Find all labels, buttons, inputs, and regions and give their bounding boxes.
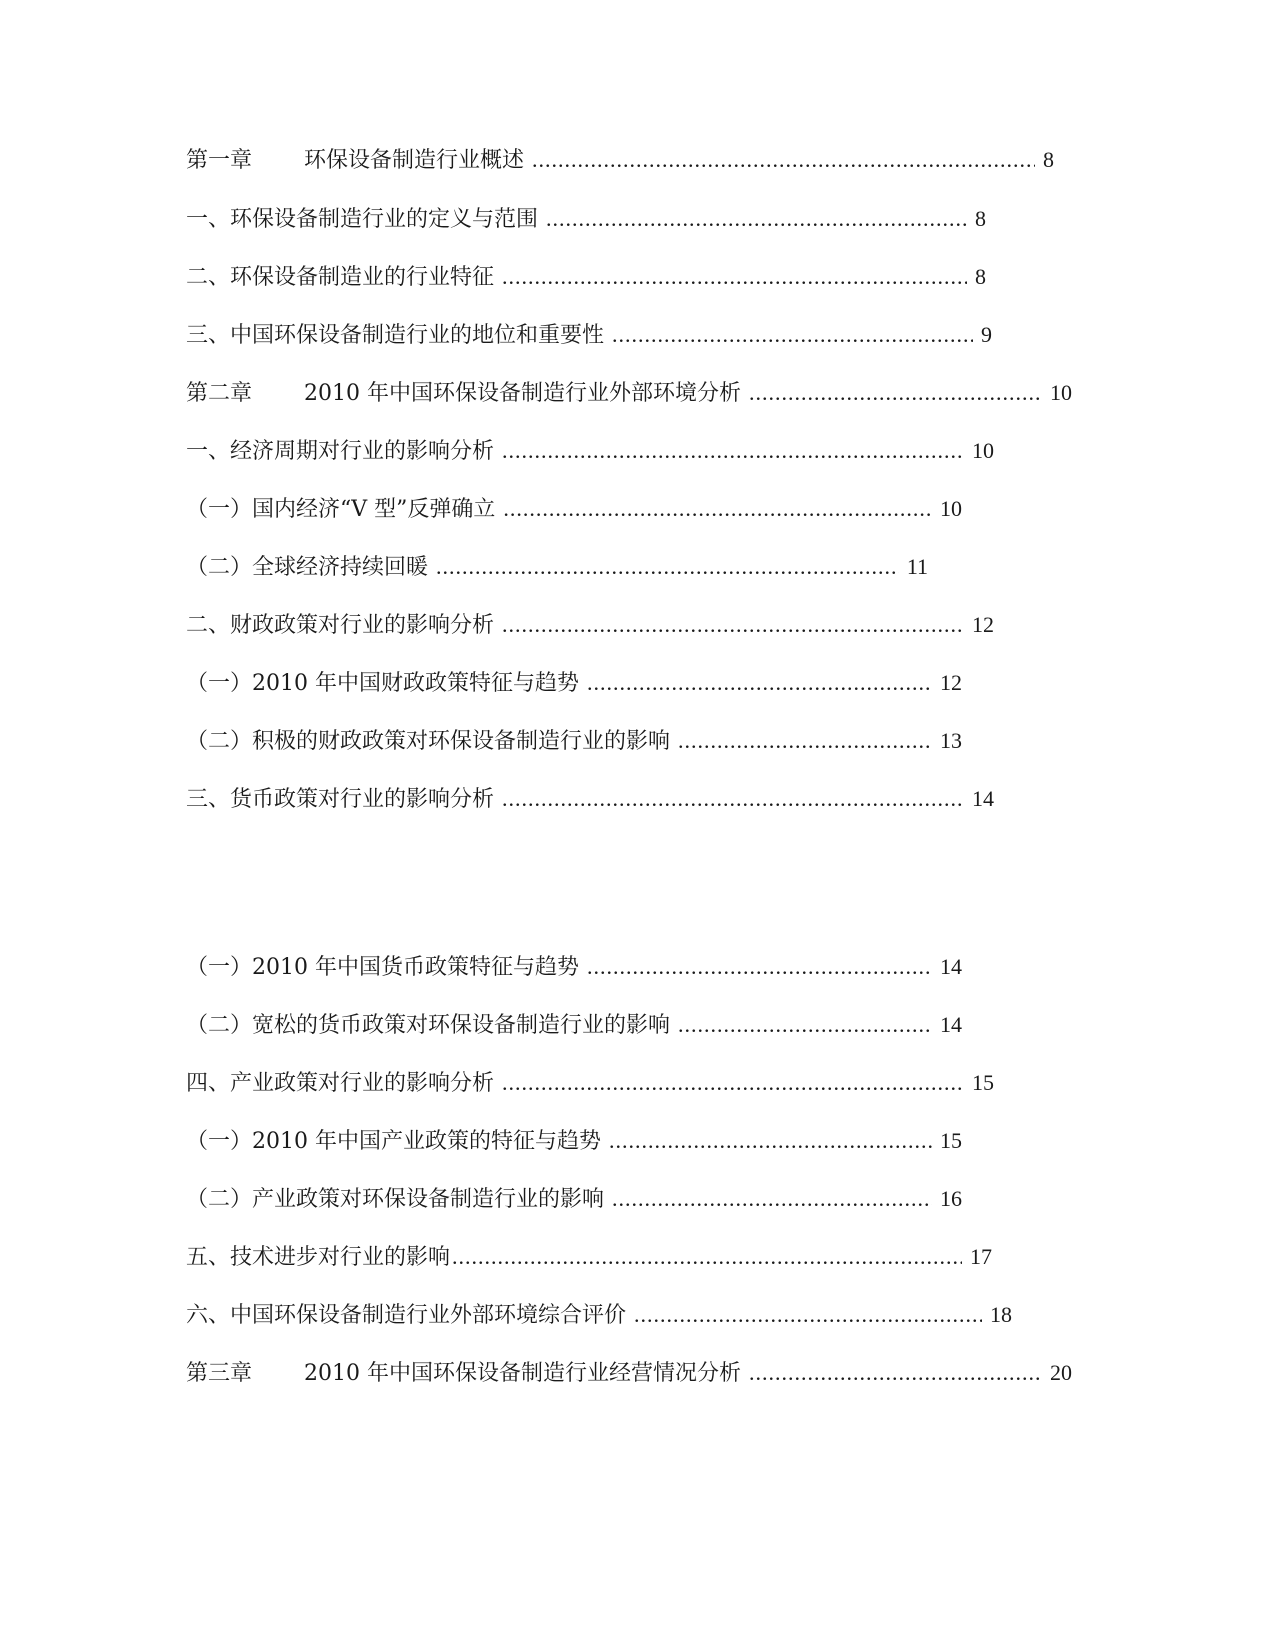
dot-leader: [502, 784, 964, 814]
toc-entry-title: （二）宽松的货币政策对环保设备制造行业的影响: [186, 1013, 671, 1038]
toc-entry-page: 14: [940, 954, 962, 979]
chapter-label: 第二章: [186, 381, 253, 406]
toc-entry-page: 15: [940, 1128, 962, 1153]
toc-entry-page: 11: [906, 554, 928, 579]
chapter-label: 第一章: [186, 148, 253, 173]
toc-entry[interactable]: [186, 436, 994, 467]
toc-entry-page: 10: [972, 438, 994, 463]
toc-entry[interactable]: [186, 1010, 962, 1041]
toc-entry-title: 六、中国环保设备制造行业外部环境综合评价: [186, 1303, 627, 1328]
toc-entry[interactable]: [186, 494, 962, 525]
toc-entry[interactable]: [186, 1300, 1012, 1331]
toc-entry-title: （一）国内经济“V 型”反弹确立: [186, 497, 496, 522]
toc-entry[interactable]: [186, 320, 992, 351]
dot-leader: [609, 1126, 932, 1156]
toc-entry-title: 三、中国环保设备制造行业的地位和重要性: [186, 323, 605, 348]
toc-entry-title: 二、财政政策对行业的影响分析: [186, 613, 495, 638]
toc-entry-page: 15: [972, 1070, 994, 1095]
dot-leader: [503, 494, 932, 524]
toc-entry-page: 10: [1050, 380, 1072, 405]
dot-leader: [612, 1184, 932, 1214]
chapter-title: 2010 年中国环保设备制造行业外部环境分析: [304, 381, 741, 406]
dot-leader: [502, 610, 964, 640]
toc-entry-title: [186, 146, 524, 176]
toc-entry-page: 18: [990, 1302, 1012, 1327]
chapter-title: 2010 年中国环保设备制造行业经营情况分析: [304, 1361, 741, 1386]
toc-entry-title: （二）积极的财政政策对环保设备制造行业的影响: [186, 729, 671, 754]
dot-leader: [452, 1242, 962, 1272]
dot-leader: [612, 320, 973, 350]
toc-entry-page: 20: [1050, 1360, 1072, 1385]
toc-entry-chapter-2[interactable]: [186, 378, 1072, 409]
toc-entry-chapter-1[interactable]: [186, 145, 1054, 176]
toc-entry-page: 12: [972, 612, 994, 637]
dot-leader: [587, 668, 932, 698]
toc-entry-title: （一）2010 年中国货币政策特征与趋势: [186, 955, 579, 980]
toc-entry-page: 8: [1043, 147, 1054, 172]
toc-entry-page: 13: [940, 728, 962, 753]
toc-entry-page: 14: [972, 786, 994, 811]
dot-leader: [587, 952, 932, 982]
toc-entry-page: 17: [970, 1244, 992, 1269]
toc-entry-title: 四、产业政策对行业的影响分析: [186, 1071, 495, 1096]
toc-entry-page: 10: [940, 496, 962, 521]
toc-entry[interactable]: [186, 204, 986, 235]
dot-leader: [502, 1068, 964, 1098]
dot-leader: [749, 378, 1042, 408]
dot-leader: [502, 436, 964, 466]
toc-entry-title: （二）全球经济持续回暖: [186, 555, 429, 580]
chapter-title: 环保设备制造行业概述: [304, 148, 525, 173]
chapter-label: 第三章: [186, 1361, 253, 1386]
toc-entry-chapter-3[interactable]: [186, 1358, 1072, 1389]
dot-leader: [678, 1010, 932, 1040]
toc-entry[interactable]: [186, 784, 994, 815]
toc-entry[interactable]: [186, 1126, 962, 1157]
toc-entry[interactable]: [186, 1068, 994, 1099]
toc-entry-title: （一）2010 年中国产业政策的特征与趋势: [186, 1129, 601, 1154]
dot-leader: [634, 1300, 982, 1330]
toc-entry[interactable]: [186, 610, 994, 641]
dot-leader: [502, 262, 967, 292]
toc-entry-page: 8: [975, 206, 986, 231]
toc-entry[interactable]: [186, 1184, 962, 1215]
toc-entry-title: （二）产业政策对环保设备制造行业的影响: [186, 1187, 605, 1212]
toc-entry-title: 二、环保设备制造业的行业特征: [186, 265, 495, 290]
dot-leader: [678, 726, 932, 756]
toc-entry[interactable]: [186, 552, 928, 583]
toc-entry[interactable]: [186, 1242, 992, 1273]
toc-entry-title: 五、技术进步对行业的影响: [186, 1245, 451, 1270]
toc-entry[interactable]: [186, 668, 962, 699]
dot-leader: [532, 145, 1035, 175]
dot-leader: [436, 552, 899, 582]
toc-entry-page: 14: [940, 1012, 962, 1037]
toc-entry-title: 一、环保设备制造行业的定义与范围: [186, 207, 539, 232]
toc-entry-page: 8: [975, 264, 986, 289]
toc-entry-page: 16: [940, 1186, 962, 1211]
toc-entry-title: [186, 379, 741, 409]
toc-entry-title: 一、经济周期对行业的影响分析: [186, 439, 495, 464]
toc-entry[interactable]: [186, 952, 962, 983]
toc-entry[interactable]: [186, 262, 986, 293]
toc-entry[interactable]: [186, 726, 962, 757]
toc-entry-title: [186, 1359, 741, 1389]
dot-leader: [546, 204, 967, 234]
toc-entry-title: （一）2010 年中国财政政策特征与趋势: [186, 671, 579, 696]
toc-entry-page: 9: [981, 322, 992, 347]
dot-leader: [749, 1358, 1042, 1388]
toc-entry-page: 12: [940, 670, 962, 695]
toc-entry-title: 三、货币政策对行业的影响分析: [186, 787, 495, 812]
